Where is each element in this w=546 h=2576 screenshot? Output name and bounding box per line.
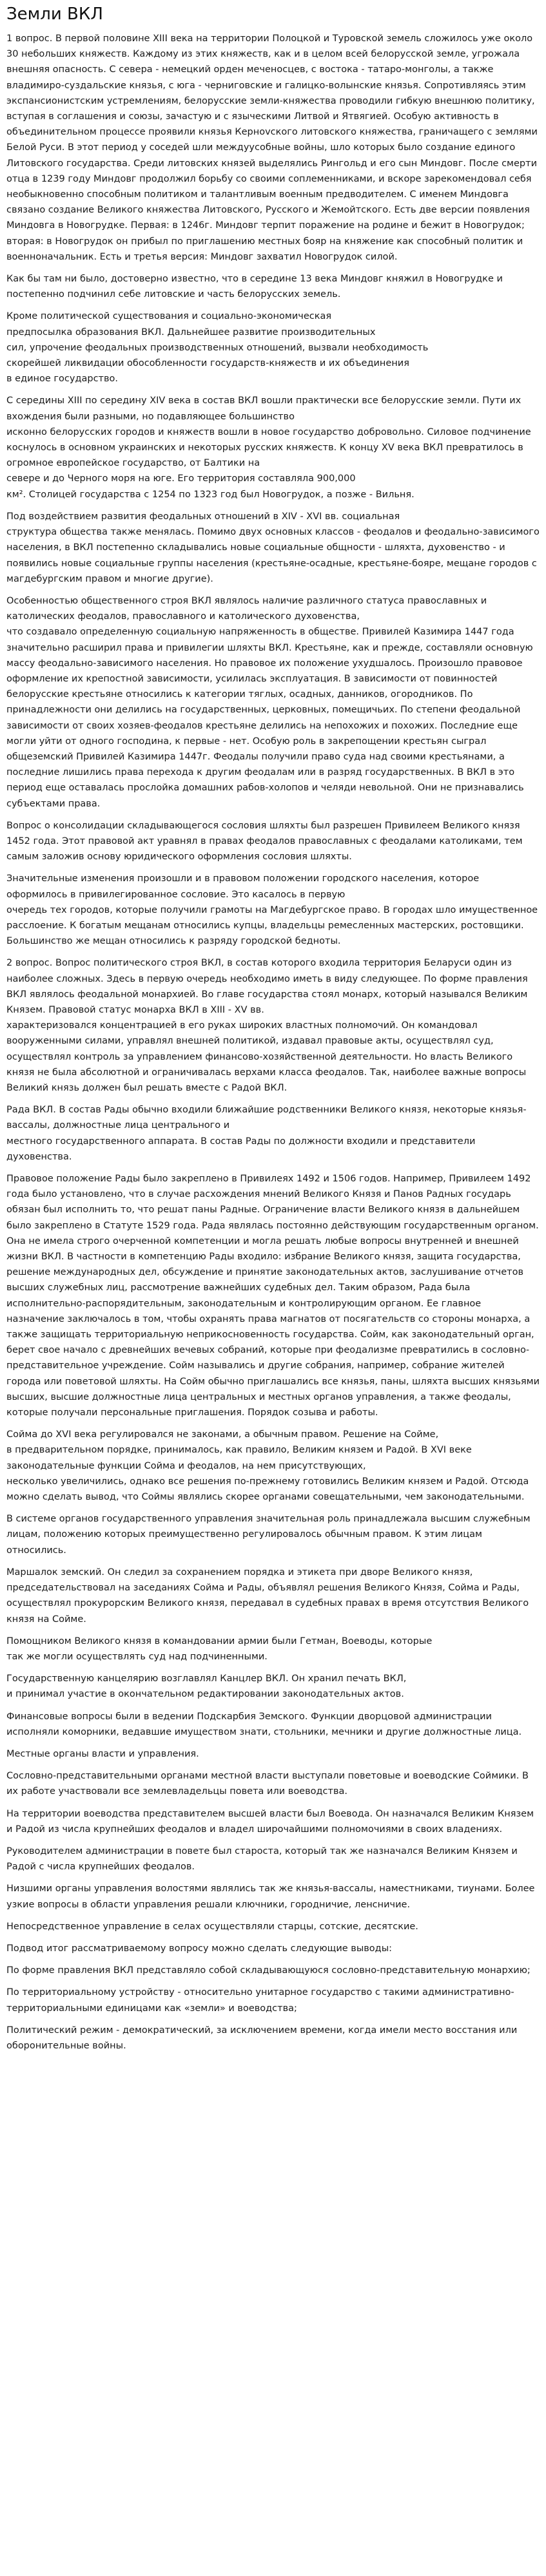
paragraph: Рада ВКЛ. В состав Рады обычно входили ближайшие родственники Великого князя, некоторые князья-вассалы, должностные лица центрального и местного государственного аппарата. В состав Рады по должности входили и представители духовенства. bbox=[6, 1105, 527, 1162]
paragraph: В системе органов государственного управления значительная роль принадлежала высшим служебным лицам, положению которых преимущественно регулировалось обычным правом. К этим лицам относились. bbox=[6, 1514, 531, 1556]
paragraph: Правовое положение Рады было закреплено в Привилеях 1492 и 1506 годов. Например, Привилеем 1492 года было установлено, что в случае расхождения мнений Великого Князя и Панов Радных государь обязан был исполнить то, что решат паны Радные. Ограничение власти Великого князя в дальнейшем было закреплено в Статуте 1529 года. Рада являлась постоянно действующим государственным органом. Она не имела строго очерченной компетенции и могла решать любые вопросы внутренней и внешней жизни ВКЛ. В частности в компетенцию Рады входило: избрание Великого князя, защита государства, решение международных дел, обсуждение и принятие законодательных актов, заслушивание отчетов высших служебных лиц, рассмотрение важнейших судебных дел. Таким образом, Рада была исполнительно-распорядительным, законодательным и контролирующим органом. Ее главное назначение заключалось в том, чтобы охранять права магнатов от посягательств со стороны монарха, а также защищать территориальную неприкосновенность государства. Сойм, как законодательный орган, берет свое начало с древнейших вечевых собраний, которые при феодализме превратились в сословно-представительное учреждение. Сойм назывались и другие собрания, например, собрание жителей города или поветовой шляхты. На Сойм обычно приглашались все князья, паны, шляхта высших князьями высших, высшие должностные лица центральных и местных органов управления, а также феодалы, которые получали персональные приглашения. Порядок созыва и работы. bbox=[6, 1174, 540, 1418]
paragraph: Непосредственное управление в селах осуществляли старцы, сотские, десятские. bbox=[6, 1921, 418, 1932]
paragraph: Как бы там ни было, достоверно известно, что в середине 13 века Миндовг княжил в Новогрудке и постепенно подчинил себе литовские и часть белорусских земель. bbox=[6, 274, 503, 300]
paragraph: С середины XIII по середину XIV века в состав ВКЛ вошли практически все белорусские земли. Пути их вхождения были разными, но подавляющее большинство исконно белорусских городов и княжеств вошли в новое государство добровольно. Силовое подчинение коснулось в основном украинских и некоторых русских княжеств. К концу XV века ВКЛ превратилось в огромное европейское государство, от Балтики на севере и до Черного моря на юге. Его территория составляла 900,000 км². Столицей государства с 1254 по 1323 год был Новогрудок, а позже - Вильня. bbox=[6, 396, 531, 500]
paragraph: 2 вопрос. Вопрос политического строя ВКЛ, в состав которого входила территория Беларуси один из наиболее сложных. Здесь в первую очередь необходимо иметь в виду следующее. По форме правления ВКЛ являлось феодальной монархией. Во главе государства стоял монарх, который назывался Великим Князем. Правовой статус монарха ВКЛ в XIII - XV вв. характеризовался концентрацией в его руках широких властных полномочий. Он командовал вооруженными силами, управлял внешней политикой, издавал правовые акты, осуществлял суд, осуществлял контроль за управлением финансово-хозяйственной деятельности. Но власть Великого князя не была абсолютной и ограничивалась верхами класса феодалов. Так, наиболее важные вопросы Великий князь должен был решать вместе с Радой ВКЛ. bbox=[6, 958, 528, 1093]
paragraph: Помощником Великого князя в командовании армии были Гетман, Воеводы, которые так же могли осуществлять суд над подчиненными. bbox=[6, 1636, 433, 1662]
paragraph: 1 вопрос. В первой половине XIII века на территории Полоцкой и Туровской земель сложилось уже около 30 небольших княжеств. Каждому из этих княжеств, как и в целом всей белорусской земле, угрожала внешняя опасность. С севера - немецкий орден меченосцев, с востока - татаро-монголы, а также владимиро-суздальские князья, с юга - черниговские и галицко-волынские князья. Сопротивляясь этим экспансионистским устремлениям, белорусские земли-княжества проводили гибкую внешнюю политику, вступая в соглашения и союзы, зачастую и с языческими Литвой и Ятвягией. Особую активность в объединительном процессе проявили князья Кернovского литовского княжества, граничащего с землями Белой Руси. В этот период у соседей шли междуусобные войны, шло которых было создание единого Литовского государства. Среди литовских князей выделялись Рингольд и его сын Миндовг. После смерти отца в 1239 году Миндовг продолжил борьбу со своими соплеменниками, и вскоре зарекомендовал себя необыкновенно способным политиком и талантливым военным предводителем. С именем Миндовга связано создание Великого княжества Литовского, Русского и Жемойтского. Есть две версии появления Миндовга в Новогрудке. Первая: в 1246г. Миндовг терпит поражение на родине и бежит в Новогрудок; вторая: в Новогрудок он прибыл по приглашению местных бояр на княжение как способный политик и военноначальник. Есть и третья версия: Миндовг захватил Новогрудок силой. bbox=[6, 33, 538, 262]
document-title: Земли ВКЛ bbox=[6, 5, 103, 24]
paragraph: Финансовые вопросы были в ведении Подскарбия Земского. Функции дворцовой администрации исполняли коморники, ведавшие имуществом знати, стольники, мечники и другие должностные лица. bbox=[6, 1711, 522, 1737]
paragraph: Значительные изменения произошли и в правовом положении городского населения, которое оформилось в привилегированное сословие. Это касалось в первую очередь тех городов, которые получили грамоты на Магдебургское право. В городах шло имущественное расслоение. К богатым мещанам относились купцы, владельцы ремесленных мастерских, ростовщики. Большинство же мещан относились к разряду городской бедноты. bbox=[6, 873, 538, 947]
paragraph: Под воздействием развития феодальных отношений в XIV - XVI вв. социальная структура общества также менялась. Помимо двух основных классов - феодалов и феодально-зависимого населения, в ВКЛ постепенно складывались новые социальные общности - шляхта, духовенство - и появились новые социальные группы населения (крестьяне-осадные, крестьяне-бояре, мещане городов с магдебургским правом и многие другие). bbox=[6, 511, 540, 584]
paragraph: Подвод итог рассматриваемому вопросу можно сделать следующие выводы: bbox=[6, 1943, 393, 1954]
paragraph: На территории воеводства представителем высшей власти был Воевода. Он назначался Великим Князем и Радой из числа крупнейших феодалов и владел широчайшими полномочиями в своих владениях. bbox=[6, 1808, 534, 1835]
paragraph: Особенностью общественного строя ВКЛ являлось наличие различного статуса православных и католических феодалов, православного и католического духовенства, что создавало определенную социальную напряженность в обществе. Привилей Казимира 1447 года значительно расширил права и привилегии шляхты ВКЛ. Крестьяне, как и прежде, составляли основную массу феодально-зависимого населения. Но правовое их положение ухудшалось. Произошло правовое оформление их крепостной зависимости, усилилась эксплуатация. В зависимости от повинностей белорусские крестьяне относились к категории тяглых, осадных, данников, огородников. По принадлежности они делились на государственных, церковных, помещичьих. По степени феодальной зависимости от своих хозяев-феодалов крестьяне делились на непохожих и похожих. Последние еще могли уйти от одного господина, к первые - нет. Особую роль в закрепощении крестьян сыграл общеземский Привилей Казимира 1447г. Феодалы получили право суда над своими крестьянами, а последние лишились права перехода к другим феодалам или в разряд государственных. В ВКЛ в это период еще оставалась прослойка домашних рабов-холопов и челяди невольной. Они не признавались субъектами права. bbox=[6, 595, 533, 809]
paragraph: По территориальному устройству - относительно унитарное государство с такими административно-территориальными единицами как «земли» и воеводства; bbox=[6, 1987, 514, 2014]
paragraph: Руководителем администрации в повете был староста, который так же назначался Великим Князем и Радой с числа крупнейших феодалов. bbox=[6, 1846, 518, 1873]
paragraph: Маршалок земский. Он следил за сохранением порядка и этикета при дворе Великого князя, председательствовал на заседаниях Сойма и Рады, объявлял решения Великого Князя, Сойма и Рады, осуществлял прокурорским Великого князя, передавал в судебных правах в время отсутствия Великого князя на Сойме. bbox=[6, 1567, 529, 1625]
paragraph: Политический режим - демократический, за исключением времени, когда имели место восстания или оборонительные войны. bbox=[6, 2025, 518, 2051]
paragraph: Низшими органы управления волостями являлись так же князья-вассалы, наместниками, тиунами. Более узкие вопросы в области управления решали ключники, городничие, ленсничие. bbox=[6, 1884, 535, 1910]
paragraph: Кроме политической существования и социально-экономическая предпосылка образования ВКЛ. Дальнейшее развитие производительных сил, упрочение феодальных производственных отношений, вызвали необходимость скорейшей ликвидации обособленности государств-княжеств и их объединения в единое государство. bbox=[6, 311, 429, 385]
paragraph: Сословно-представительными органами местной власти выступали поветовые и воеводские Соймики. В их работе участвовали все землевладельцы повета или воеводства. bbox=[6, 1771, 529, 1797]
paragraph: Местные органы власти и управления. bbox=[6, 1748, 199, 1759]
paragraph: Вопрос о консолидации складывающегося сословия шляхты был разрешен Привилеем Великого князя 1452 года. Этот правовой акт уравнял в правах феодалов православных с феодалами католиками, тем самым заложив основу юридического оформления сословия шляхты. bbox=[6, 820, 523, 863]
paragraph: Государственную канцелярию возглавлял Канцлер ВКЛ. Он хранил печать ВКЛ, и принимал участие в окончательном редактировании законодательных актов. bbox=[6, 1674, 407, 1700]
paragraph: Сойма до XVI века регулировался не законами, а обычным правом. Решение на Сойме, в предварительном порядке, принималось, как правило, Великим князем и Радой. В XVI веке законодательные функции Сойма и феодалов, на нем присутствующих, несколько увеличились, однако все решения по-прежнему готовились Великим князем и Радой. Отсюда можно сделать вывод, что Соймы являлись скорее органами совещательными, чем законодательными. bbox=[6, 1429, 529, 1503]
paragraph: По форме правления ВКЛ представляло собой складывающуюся сословно-представительную монархию; bbox=[6, 1965, 531, 1976]
